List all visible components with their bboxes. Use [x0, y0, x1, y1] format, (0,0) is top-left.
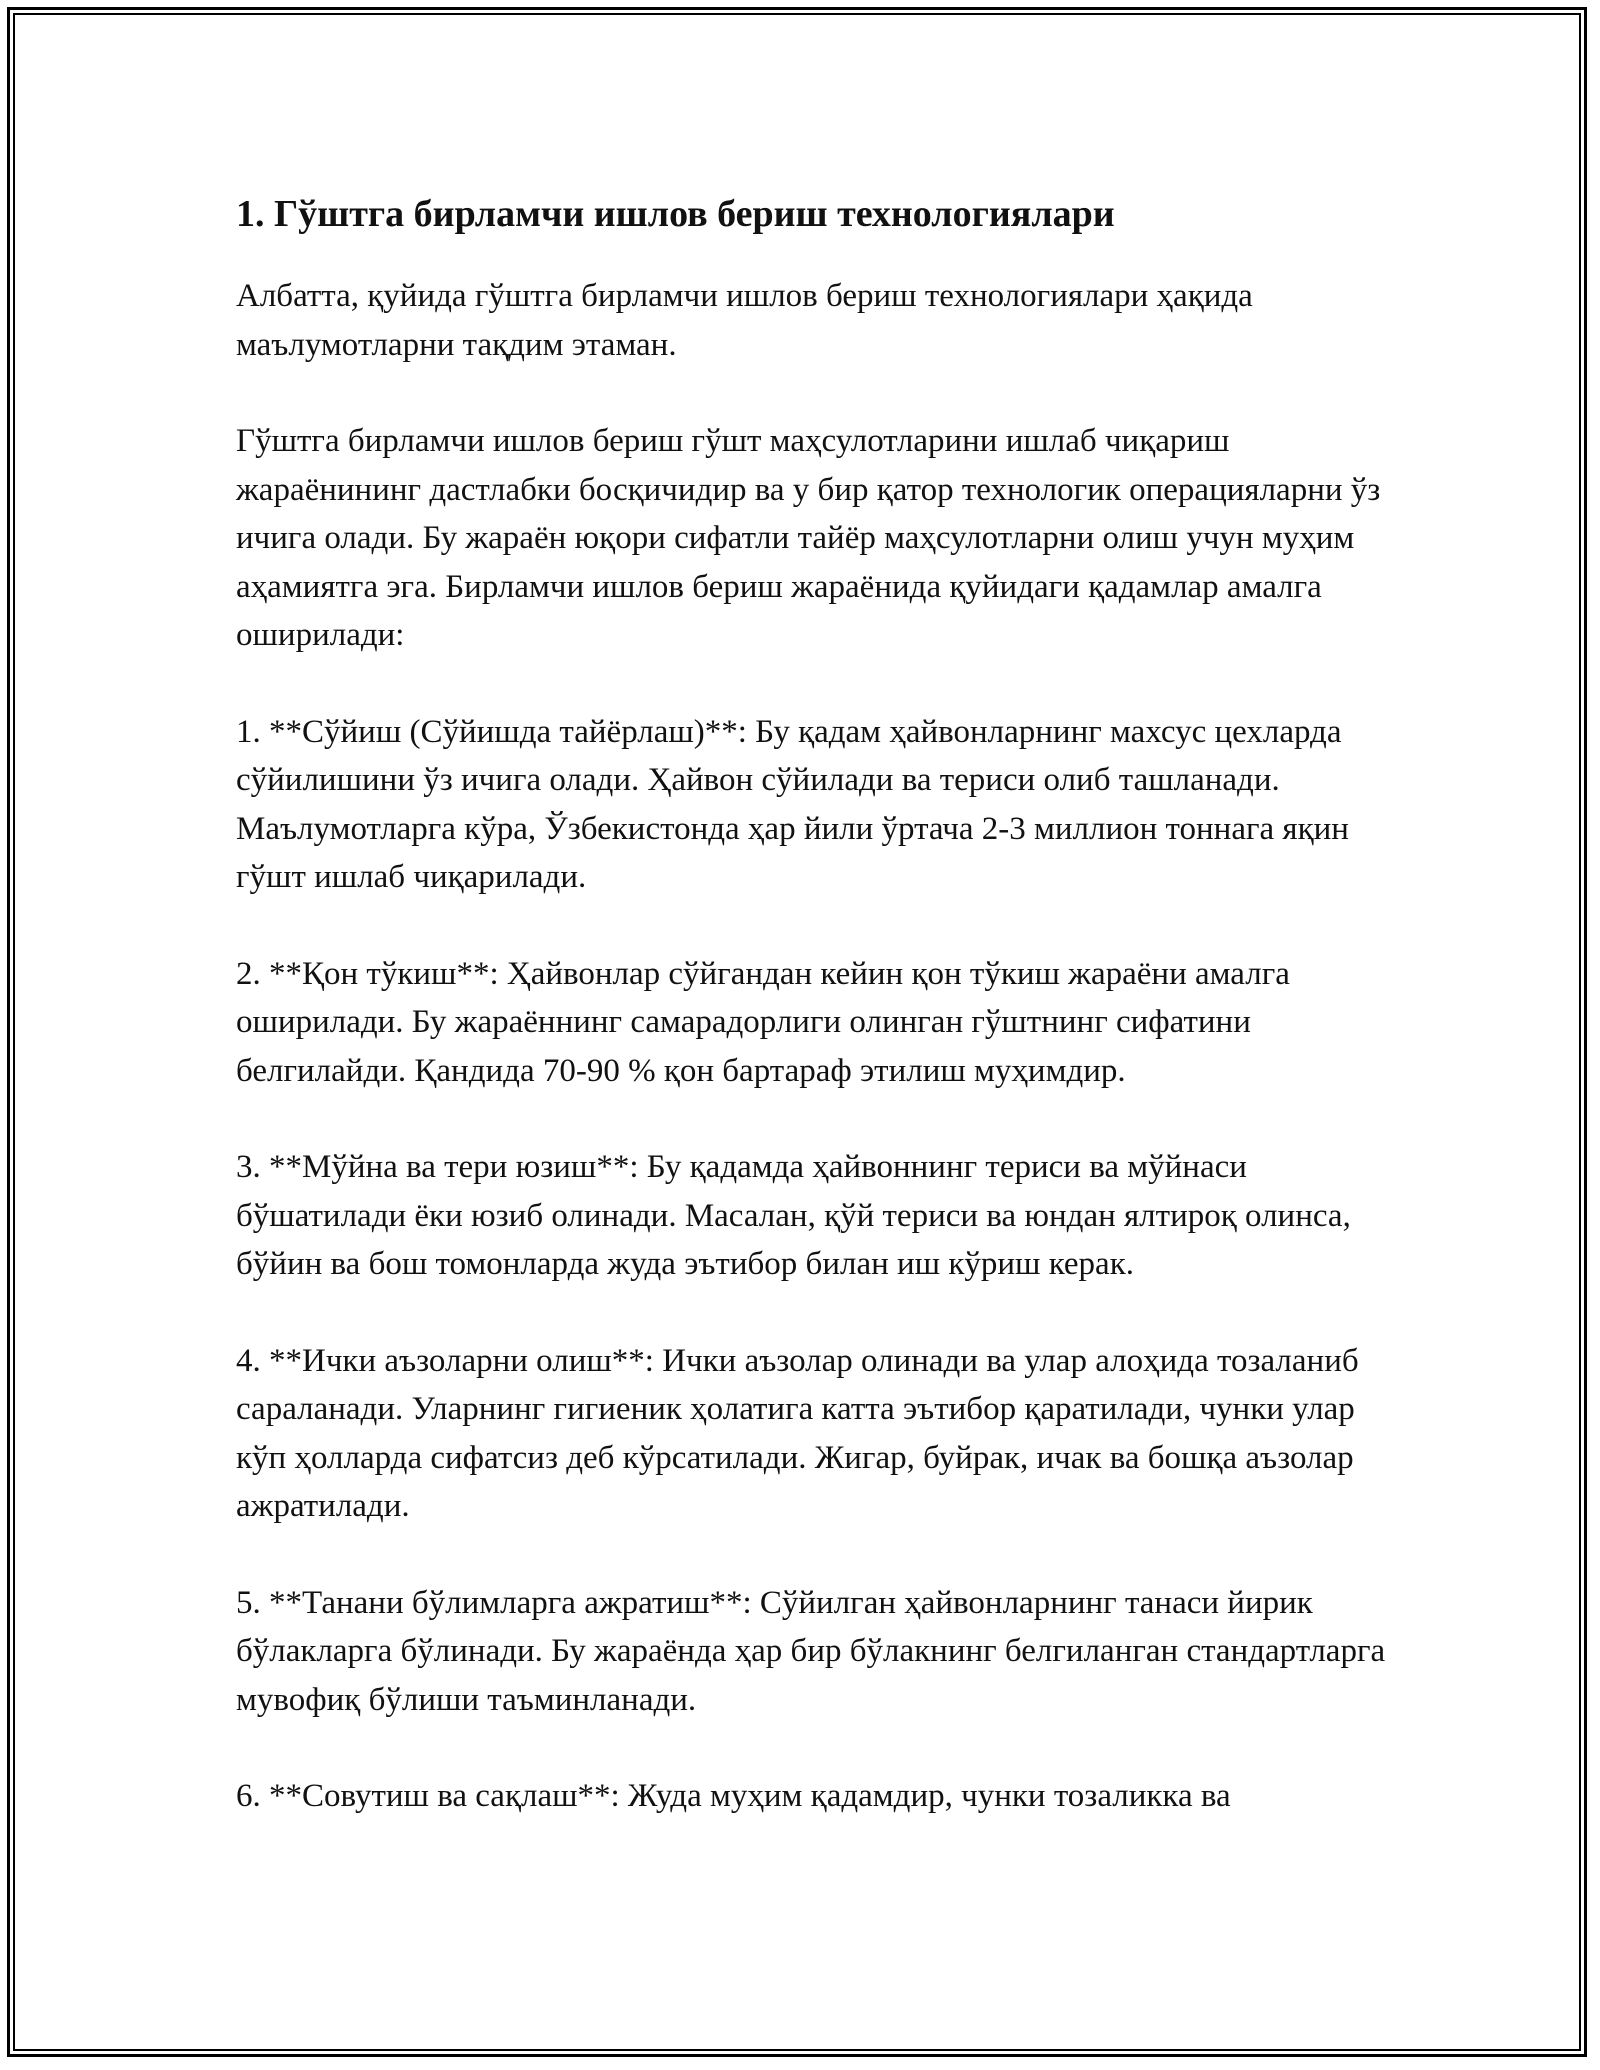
step-4-paragraph: 4. **Ички аъзоларни олиш**: Ички аъзолар олинади ва улар алоҳида тозаланиб сараланади. Уларнинг гигиеник ҳолатига катта эътибор қаратилади, чунки улар кўп ҳолларда сифатсиз деб кўрсатилади. Жигар, буйрак, ичак ва бошқа аъзолар ажратилади. — [236, 1342, 1359, 1524]
step-1-paragraph: 1. **Сўйиш (Сўйишда тайёрлаш)**: Бу қадам ҳайвонларнинг махсус цехларда сўйилишини ўз ичига олади. Ҳайвон сўйилади ва териси олиб ташланади. Маълумотларга кўра, Ўзбекистонда ҳар йили ўртача 2-3 миллион тоннага яқин гўшт ишлаб чиқарилади. — [236, 713, 1349, 895]
step-6-paragraph: 6. **Совутиш ва сақлаш**: Жуда муҳим қадамдир, чунки тозаликка ва — [236, 1778, 1231, 1814]
overview-paragraph: Гўштга бирламчи ишлов бериш гўшт маҳсулотларини ишлаб чиқариш жараёнининг дастлабки босқичидир ва у бир қатор технологик операцияларни ўз ичига олади. Бу жараён юқори сифатли тайёр маҳсулотларни олиш учун муҳим аҳамиятга эга. Бирламчи ишлов бериш жараёнида қуйидаги қадамлар амалга оширилади: — [236, 423, 1381, 653]
step-5-paragraph: 5. **Танани бўлимларга ажратиш**: Сўйилган ҳайвонларнинг танаси йирик бўлакларга бўлинади. Бу жараёнда ҳар бир бўлакнинг белгиланган стандартларга мувофиқ бўлиши таъминланади. — [236, 1584, 1386, 1718]
intro-paragraph: Албатта, қуйида гўштга бирламчи ишлов бериш технологиялари ҳақида маълумотларни тақдим этаман. — [236, 278, 1253, 363]
step-3-paragraph: 3. **Мўйна ва тери юзиш**: Бу қадамда ҳайвоннинг териси ва мўйнаси бўшатилади ёки юзиб олинади. Масалан, қўй териси ва юндан ялтироқ олинса, бўйин ва бош томонларда жуда эътибор билан иш кўриш керак. — [236, 1149, 1351, 1282]
step-2-paragraph: 2. **Қон тўкиш**: Ҳайвонлар сўйгандан кейин қон тўкиш жараёни амалга оширилади. Бу жараённинг самарадорлиги олинган гўштнинг сифатини белгилайди. Қандида 70-90 % қон бартараф этилиш муҳимдир. — [236, 955, 1290, 1089]
document-title: 1. Гўштга бирламчи ишлов бериш технологиялари — [236, 193, 1115, 235]
document-body — [236, 186, 1396, 1821]
